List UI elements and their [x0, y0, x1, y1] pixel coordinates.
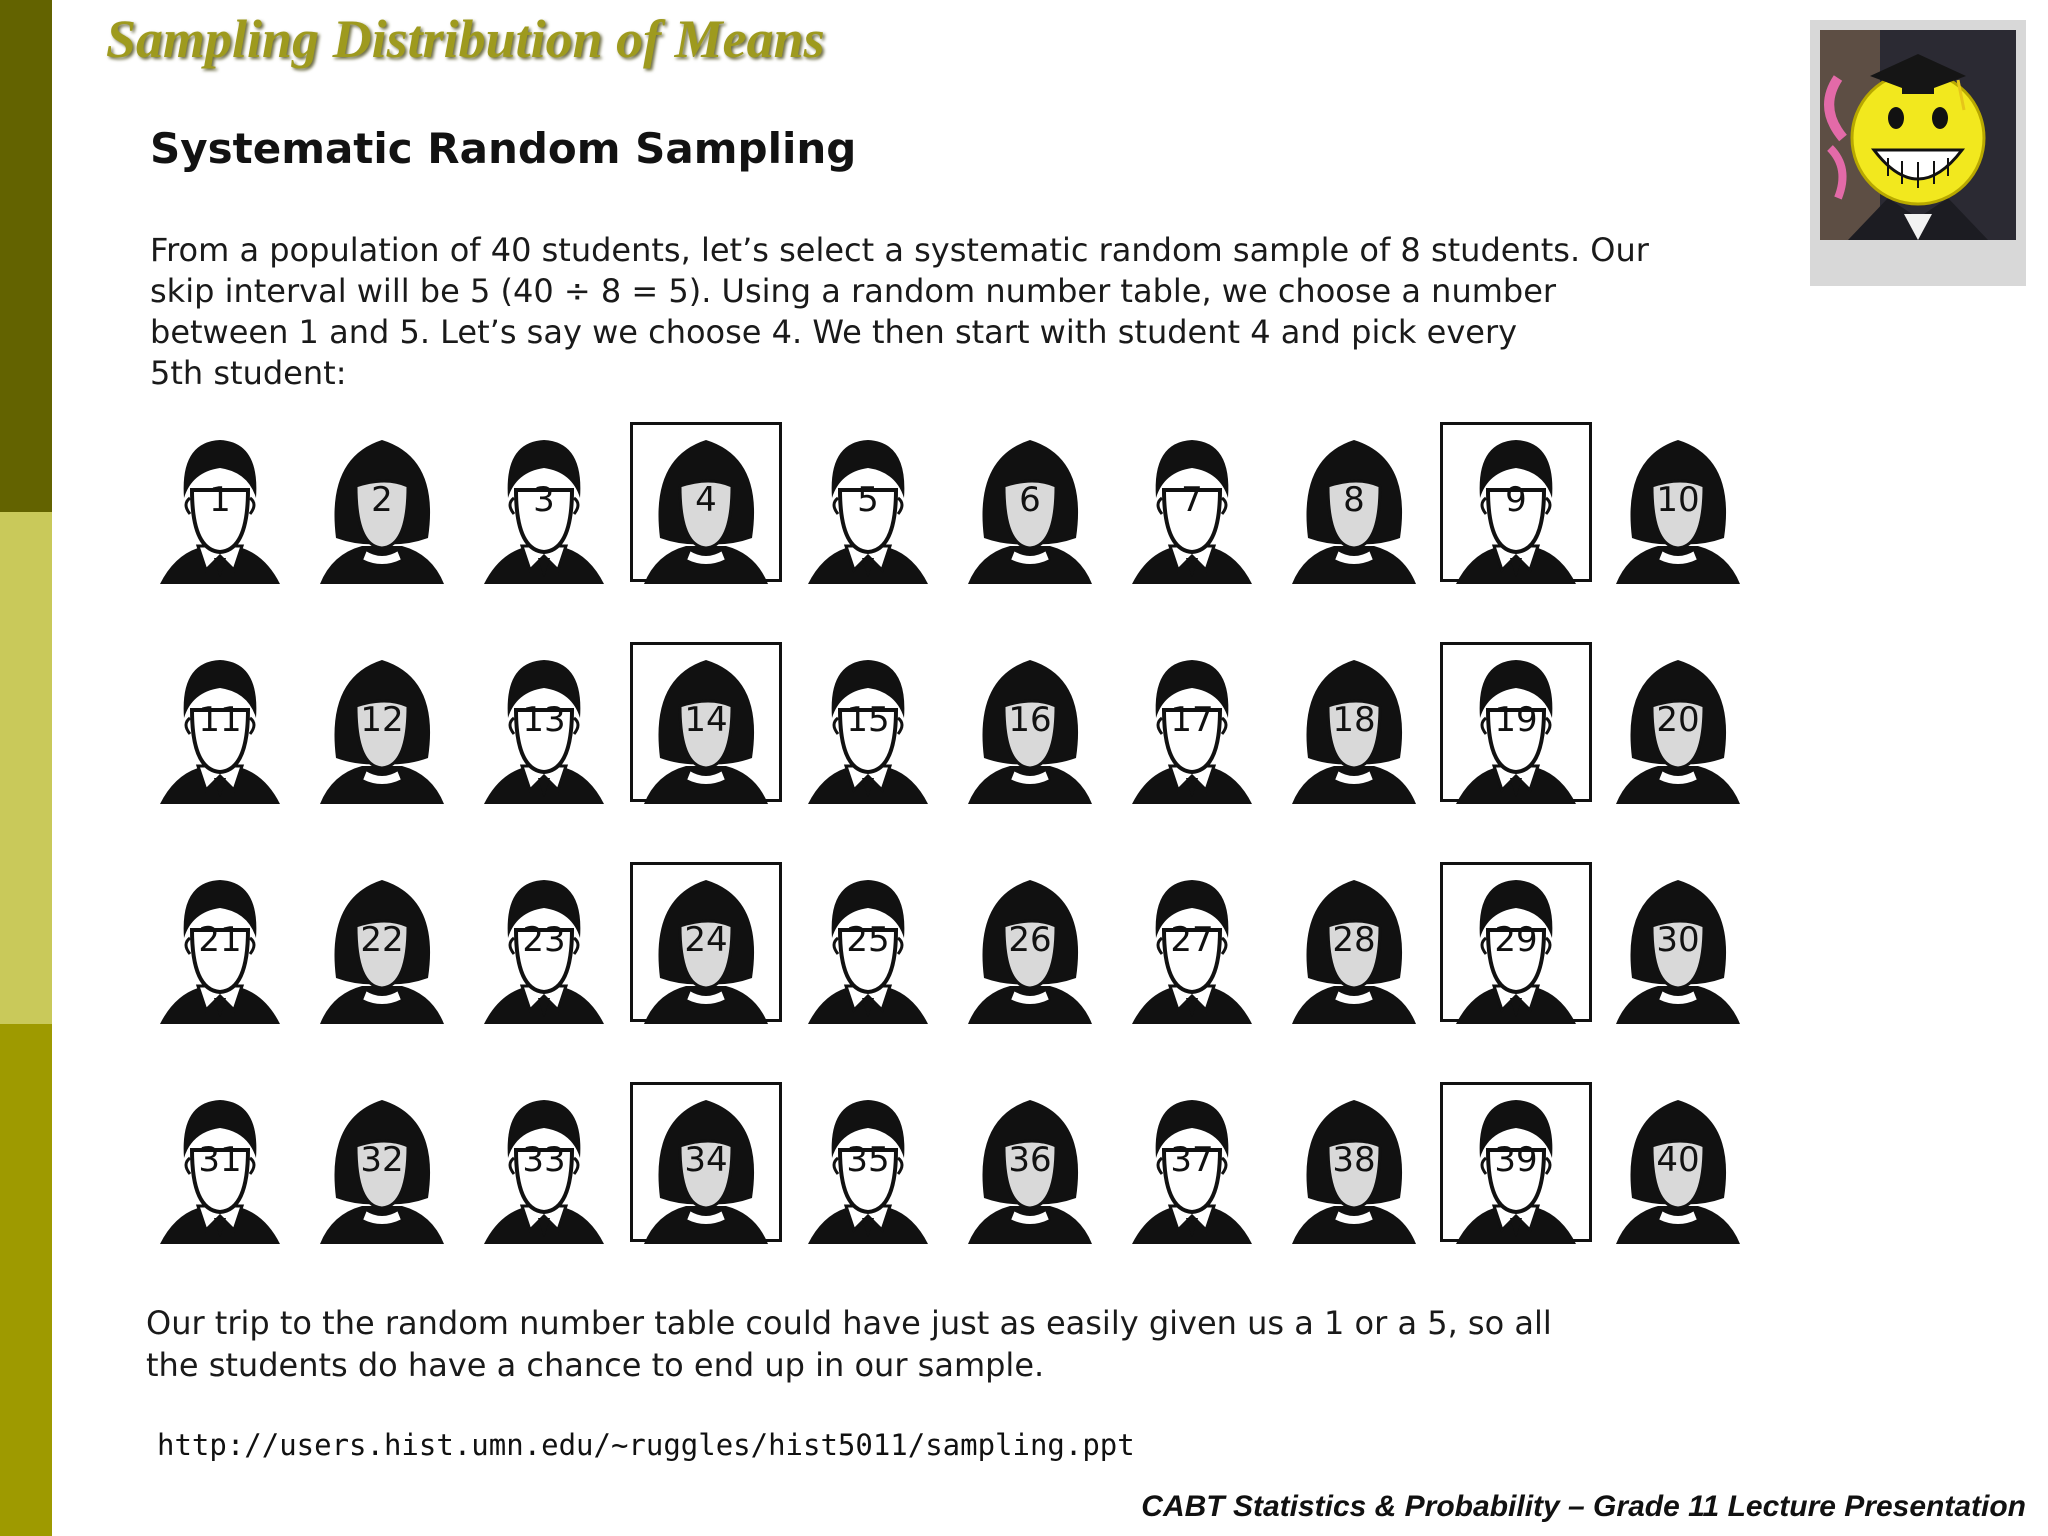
female-student-icon [640, 428, 772, 588]
student-number: 15 [846, 700, 890, 740]
student [802, 1088, 934, 1248]
student [478, 648, 610, 808]
selected-student [640, 868, 772, 1028]
student-number: 16 [1008, 700, 1052, 740]
section-heading: Systematic Random Sampling [150, 124, 857, 173]
student [1612, 648, 1744, 808]
student-number: 33 [522, 1140, 566, 1180]
student-number: 11 [198, 700, 242, 740]
selected-student [640, 1088, 772, 1248]
student [316, 428, 448, 588]
student [1612, 868, 1744, 1028]
male-student-icon [1450, 648, 1582, 808]
outro-line: the students do have a chance to end up in our sample. [146, 1346, 1045, 1384]
student [316, 1088, 448, 1248]
student-number: 20 [1656, 700, 1700, 740]
selected-student [640, 648, 772, 808]
male-student-icon [1450, 1088, 1582, 1248]
sidebar-bar-bottom [0, 1024, 52, 1536]
student-number: 25 [846, 920, 890, 960]
student-number: 17 [1170, 700, 1214, 740]
student-number: 39 [1494, 1140, 1538, 1180]
student-number: 26 [1008, 920, 1052, 960]
student [1126, 648, 1258, 808]
student [154, 648, 286, 808]
student-number: 7 [1181, 480, 1203, 520]
student-number: 6 [1019, 480, 1041, 520]
student [1612, 1088, 1744, 1248]
student-row [148, 428, 1828, 648]
student [802, 428, 934, 588]
student-number: 30 [1656, 920, 1700, 960]
student-number: 2 [371, 480, 393, 520]
student-number: 40 [1656, 1140, 1700, 1180]
student-number: 23 [522, 920, 566, 960]
student-number: 4 [695, 480, 717, 520]
selected-student [1450, 428, 1582, 588]
student-number: 38 [1332, 1140, 1376, 1180]
student-number: 19 [1494, 700, 1538, 740]
female-student-icon [640, 1088, 772, 1248]
student-number: 13 [522, 700, 566, 740]
student-number: 29 [1494, 920, 1538, 960]
student-row [148, 648, 1828, 868]
student [1126, 428, 1258, 588]
outro-line: Our trip to the random number table could have just as easily given us a 1 or a 5, so all [146, 1304, 1552, 1342]
student-number: 21 [198, 920, 242, 960]
student [1288, 648, 1420, 808]
intro-line: between 1 and 5. Let’s say we choose 4. We then start with student 4 and pick every [150, 313, 1518, 351]
intro-line: From a population of 40 students, let’s select a systematic random sample of 8 students. Our [150, 231, 1649, 269]
student-number: 35 [846, 1140, 890, 1180]
student-number: 22 [360, 920, 404, 960]
student-number: 24 [684, 920, 728, 960]
student [802, 648, 934, 808]
student-row [148, 1088, 1828, 1308]
student [964, 868, 1096, 1028]
student-row [148, 868, 1828, 1088]
female-student-icon [640, 648, 772, 808]
student [1126, 1088, 1258, 1248]
footer-caption: CABT Statistics & Probability – Grade 11 Lecture Presentation [1141, 1490, 2026, 1523]
student [964, 1088, 1096, 1248]
student [964, 648, 1096, 808]
student [316, 648, 448, 808]
sidebar-bar-top [0, 0, 52, 512]
source-url: http://users.hist.umn.edu/~ruggles/hist5011/sampling.ppt [157, 1428, 1135, 1462]
student [802, 868, 934, 1028]
sidebar-decoration [0, 0, 52, 1536]
student-number: 18 [1332, 700, 1376, 740]
student [154, 428, 286, 588]
student [1612, 428, 1744, 588]
student [964, 428, 1096, 588]
sidebar-bar-middle [0, 512, 52, 1024]
student-number: 27 [1170, 920, 1214, 960]
intro-line: skip interval will be 5 (40 ÷ 8 = 5). Using a random number table, we choose a number [150, 272, 1557, 310]
student-number: 31 [198, 1140, 242, 1180]
student-number: 32 [360, 1140, 404, 1180]
selected-student [1450, 648, 1582, 808]
student-number: 5 [857, 480, 879, 520]
intro-line: 5th student: [150, 354, 347, 392]
student-number: 34 [684, 1140, 728, 1180]
student [478, 1088, 610, 1248]
selected-student [1450, 868, 1582, 1028]
student-number: 37 [1170, 1140, 1214, 1180]
male-student-icon [1450, 868, 1582, 1028]
selected-student [1450, 1088, 1582, 1248]
student-number: 8 [1343, 480, 1365, 520]
female-student-icon [640, 868, 772, 1028]
male-student-icon [1450, 428, 1582, 588]
student [1288, 428, 1420, 588]
student [1288, 1088, 1420, 1248]
student [478, 428, 610, 588]
student [1126, 868, 1258, 1028]
student-number: 10 [1656, 480, 1700, 520]
student-number: 12 [360, 700, 404, 740]
student [478, 868, 610, 1028]
intro-paragraph [150, 230, 1870, 394]
student-number: 14 [684, 700, 728, 740]
student-number: 3 [533, 480, 555, 520]
student [1288, 868, 1420, 1028]
student [154, 868, 286, 1028]
student [154, 1088, 286, 1248]
selected-student [640, 428, 772, 588]
student-number: 9 [1505, 480, 1527, 520]
slide-title: Sampling Distribution of Means [106, 9, 825, 69]
student-number: 36 [1008, 1140, 1052, 1180]
outro-paragraph [146, 1302, 1846, 1386]
student-grid [148, 428, 1828, 1308]
student-number: 28 [1332, 920, 1376, 960]
student-number: 1 [209, 480, 231, 520]
student [316, 868, 448, 1028]
